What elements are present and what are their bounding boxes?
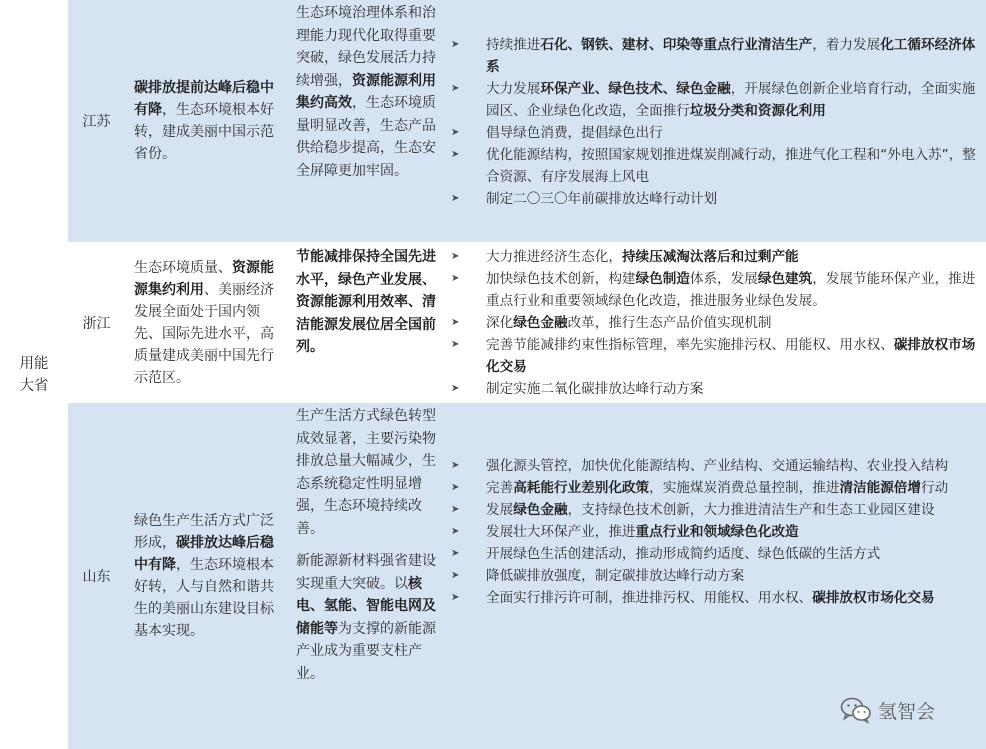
province-cell [68,403,125,749]
text-segment: ，实施煤炭消费总量控制，推进 [649,480,840,496]
text-segment: 完善节能减排约束性指标管理，率先实施排污权、用能权、用水权、 [486,337,894,353]
achievement-cell [296,0,442,242]
text-segment: 优化能源结构，按照国家规划推进煤炭削减行动，推进气化工程和“外电入苏”，整合资源、有序发展海上风电 [486,147,976,185]
achievement-text [296,2,442,182]
text-segment: 行动 [921,480,949,496]
achievement-text [296,405,442,540]
list-item [442,455,986,477]
text-segment: 强化源头管控，加快优化能源结构、产业结构、交通运输结构、农业投入结构 [486,458,949,474]
text-segment: 深化 [486,315,514,331]
highlight-text: 碳排放提前达峰后稳中有降 [134,80,274,118]
text-segment: 制定二〇三〇年前碳排放达峰行动计划 [486,191,718,207]
achievement-text-2 [296,550,442,685]
text-segment: 大力发展 [486,81,541,97]
text-segment: ，支持绿色技术创新，大力推进清洁生产和生态工业园区建设 [567,502,935,518]
list-item [442,378,986,400]
text-segment: 、美丽经济发展全面处于国内领先、国际先进水平，高质量建成美丽中国先行示范区。 [134,281,274,386]
highlight-text: 碳排放权市场化交易 [812,590,935,606]
list-item [442,246,986,268]
table-row-zhejiang [68,242,986,403]
text-segment: 发展壮大环保产业，推进 [486,524,636,540]
text-segment: 生产生活方式绿色转型成效显著，主要污染物排放总量大幅减少，生态系统稳定性明显增强，生态环境持续改善。 [296,408,436,537]
goal-cell [134,242,286,403]
text-segment: 生态环境治理体系和治理能力现代化取得重要突破，绿色发展活力持续增强， [296,5,436,89]
highlight-text: 碳排放权市场化交易 [486,337,976,375]
list-item [442,477,986,499]
list-item [442,34,986,78]
highlight-text: 绿色金融 [513,315,568,331]
goal-cell [134,0,286,242]
text-segment: ，生态环境根本好转，建成美丽中国示范省份。 [134,102,274,162]
list-item [442,521,986,543]
achievement-text [296,246,442,359]
list-item [442,122,986,144]
goal-text [134,510,286,642]
text-segment: 持续推进 [486,37,541,53]
list-item [442,188,986,210]
province-cell [68,242,125,403]
measures-list [442,246,986,400]
text-segment: 绿色生产生活方式广泛形成， [134,513,274,551]
measures-cell [442,242,986,403]
text-segment: 发展 [486,502,514,518]
table-row-jiangsu [68,0,986,242]
text-segment: ，生态环境质量明显改善，生态产品供给稳步提高，生态安全屏障更加牢固。 [296,95,436,179]
achievement-cell [296,403,442,749]
text-segment: 大力推进经济生态化， [486,249,622,265]
goal-cell [134,403,286,749]
text-segment: ，发展节能环保产业，推进重点行业和重要领域绿色化改造，推进服务业绿色发展。 [486,271,976,309]
highlight-text: 核电、氢能、智能电网及储能等 [296,575,436,637]
text-segment: 生态环境质量、 [134,259,232,276]
highlight-text: 资源能源利用集约高效 [296,72,436,111]
list-item [442,543,986,565]
watermark-text: 氢智会 [878,700,936,723]
province-name: 江苏 [82,114,111,130]
highlight-text: 节能减排保持全国先进水平，绿色产业发展、资源能源利用效率、清洁能源发展位居全国前列。 [296,249,436,355]
text-segment: 为支撑的新能源产业成为重要支柱产业。 [296,620,436,682]
highlight-text: 环保产业、绿色技术、绿色金融 [540,81,731,97]
text-segment: 完善 [486,480,514,496]
highlight-text: 持续压减淘汰落后和过剩产能 [621,249,799,265]
list-item [442,268,986,312]
text-segment: 改革，推行生态产品价值实现机制 [567,315,772,331]
highlight-text: 重点行业和领域绿色化改造 [635,524,799,540]
list-item [442,334,986,378]
highlight-text: 高耗能行业差别化政策 [513,480,650,496]
text-segment: ，生态环境根本好转，人与自然和谐共生的美丽山东建设目标基本实现。 [134,557,274,639]
text-segment: 制定实施二氧化碳排放达峰行动方案 [486,381,704,397]
watermark [840,690,980,730]
text-segment: 加快绿色技术创新，构建 [486,271,636,287]
text-segment: 降低碳排放强度，制定碳排放达峰行动方案 [486,568,745,584]
measures-cell [442,0,986,242]
highlight-text: 绿色金融 [513,502,568,518]
list-item [442,144,986,188]
text-segment: ，开展绿色创新企业培育行动，全面实施园区、企业绿色化改造，全面推行 [486,81,976,119]
list-item [442,78,986,122]
goal-text [134,77,286,165]
province-cell [68,0,125,242]
highlight-text: 清洁能源倍增 [839,480,921,496]
list-item [442,312,986,334]
measures-list [442,455,986,609]
province-name: 山东 [82,569,111,585]
wechat-icon [840,696,872,724]
text-segment: 全面实行排污许可制，推进排污权、用能权、用水权、 [486,590,813,606]
text-segment: 倡导绿色消费，提倡绿色出行 [486,125,663,141]
text-segment: 体系，发展 [689,271,758,287]
text-segment: 开展绿色生活创建活动，推动形成简约适度、绿色低碳的生活方式 [486,546,881,562]
text-segment: 新能源新材料强省建设实现重大突破。以 [296,553,436,592]
list-item [442,587,986,609]
highlight-text: 资源能源集约利用 [134,259,274,298]
highlight-text: 石化、钢铁、建材、印染等重点行业清洁生产 [540,37,813,53]
highlight-text: 化工循环经济体系 [486,37,976,75]
achievement-cell [296,242,442,403]
group-label-cell [0,0,68,749]
list-item [442,499,986,521]
highlight-text: 绿色建筑 [757,271,813,287]
list-item [442,565,986,587]
highlight-text: 垃圾分类和资源化利用 [689,103,826,119]
goal-text [134,257,286,389]
measures-list [442,34,986,210]
highlight-text: 碳排放达峰后稳中有降 [134,535,274,573]
province-name: 浙江 [82,315,111,332]
highlight-text: 绿色制造 [635,271,690,287]
text-segment: ，着力发展 [812,37,881,53]
group-label: 用能大省 [19,355,49,394]
